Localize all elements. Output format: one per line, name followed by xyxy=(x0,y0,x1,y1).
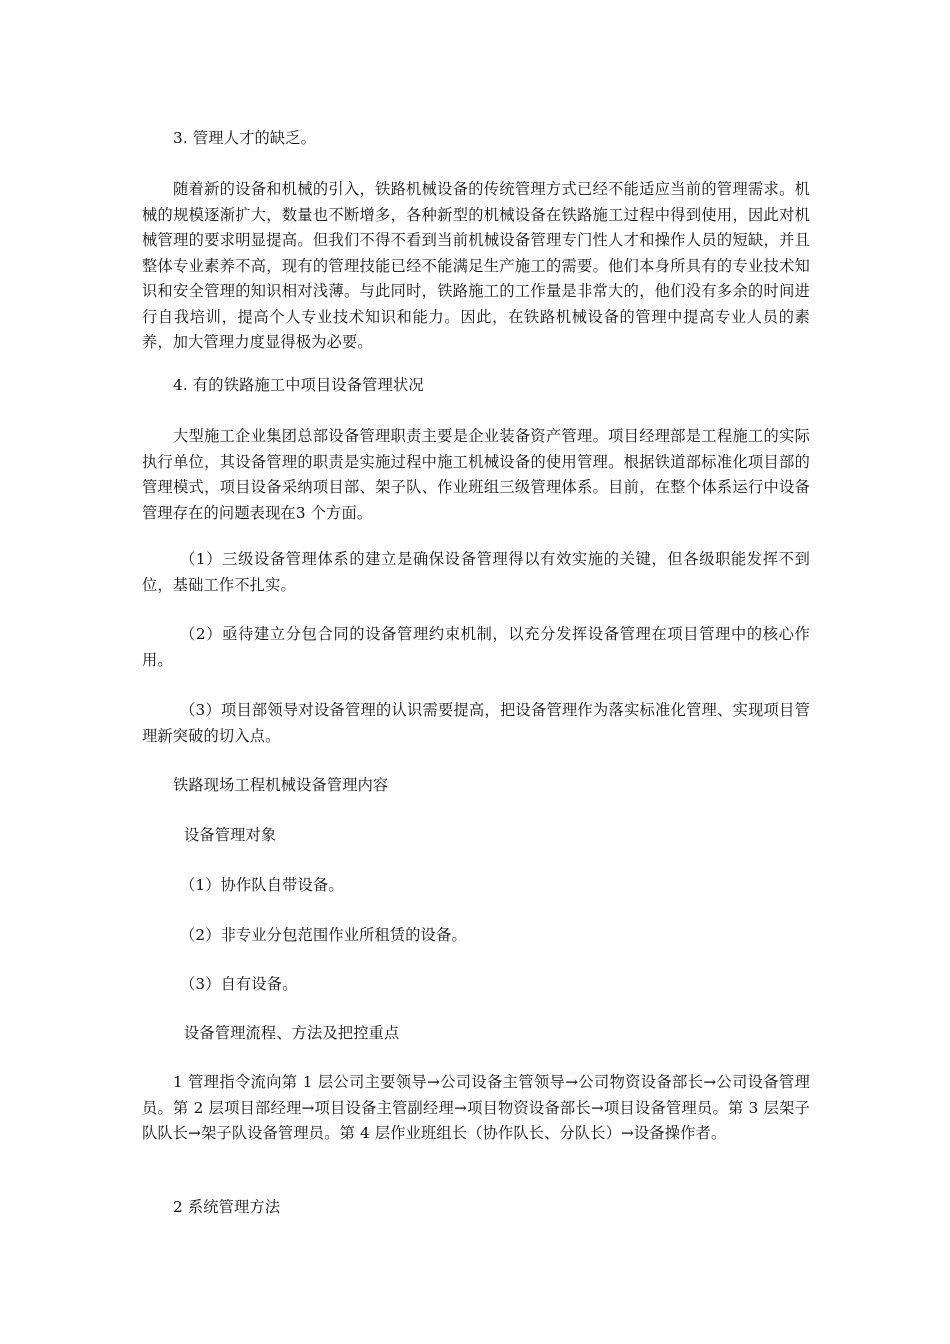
section-heading-3: 3. 管理人才的缺乏。 xyxy=(173,129,317,147)
subheading-management-objects: 设备管理对象 xyxy=(184,826,277,844)
paragraph-equipment-status: 大型施工企业集团总部设备管理职责主要是企业装备资产管理。项目经理部是工程施工的实际执行单位，其设备管理的职责是实施过程中施工机械设备的使用管理。根据铁道部标准化项目部的管理模式，项目设备采纳项目部、架子队、作业班组三级管理体系。目前，在整个体系运行中设备管理存在的问题表现在3 个方面。 xyxy=(142,427,810,522)
section-heading-management-content: 铁路现场工程机械设备管理内容 xyxy=(173,776,389,794)
issue-item-1: （1）三级设备管理体系的建立是确保设备管理得以有效实施的关键，但各级职能发挥不到位，基础工作不扎实。 xyxy=(142,550,810,594)
paragraph-command-flow: 1 管理指令流向第 1 层公司主要领导→公司设备主管领导→公司物资设备部长→公司设备管理员。第 2 层项目部经理→项目设备主管副经理→项目物资设备部长→项目设备管理员。第 3 层架子队队长→架子队设备管理员。第 4 层作业班组长（协作队长、分队长）→设备操作者。 xyxy=(142,1073,810,1142)
issue-item-3: （3）项目部领导对设备管理的认识需要提高，把设备管理作为落实标准化管理、实现项目管理新突破的切入点。 xyxy=(142,701,810,745)
paragraph-talent-shortage: 随着新的设备和机械的引入，铁路机械设备的传统管理方式已经不能适应当前的管理需求。机械的规模逐渐扩大，数量也不断增多，各种新型的机械设备在铁路施工过程中得到使用，因此对机械管理的要求明显提高。但我们不得不看到当前机械设备管理专门性人才和操作人员的短缺，并且整体专业素养不高，现有的管理技能已经不能满足生产施工的需要。他们本身所具有的专业技术知识和安全管理的知识相对浅薄。与此同时，铁路施工的工作量是非常大的，他们没有多余的时间进行自我培训，提高个人专业技术知识和能力。因此，在铁路机械设备的管理中提高专业人员的素养，加大管理力度显得极为必要。 xyxy=(142,180,810,351)
object-item-3: （3）自有设备。 xyxy=(180,975,298,993)
object-item-2: （2）非专业分包范围作业所租赁的设备。 xyxy=(180,926,467,944)
section-heading-4: 4. 有的铁路施工中项目设备管理状况 xyxy=(173,376,424,394)
subheading-management-process: 设备管理流程、方法及把控重点 xyxy=(184,1024,400,1042)
subheading-system-method: 2 系统管理方法 xyxy=(173,1198,281,1216)
issue-item-2: （2）亟待建立分包合同的设备管理约束机制，以充分发挥设备管理在项目管理中的核心作用。 xyxy=(142,625,810,669)
object-item-1: （1）协作队自带设备。 xyxy=(180,876,344,894)
